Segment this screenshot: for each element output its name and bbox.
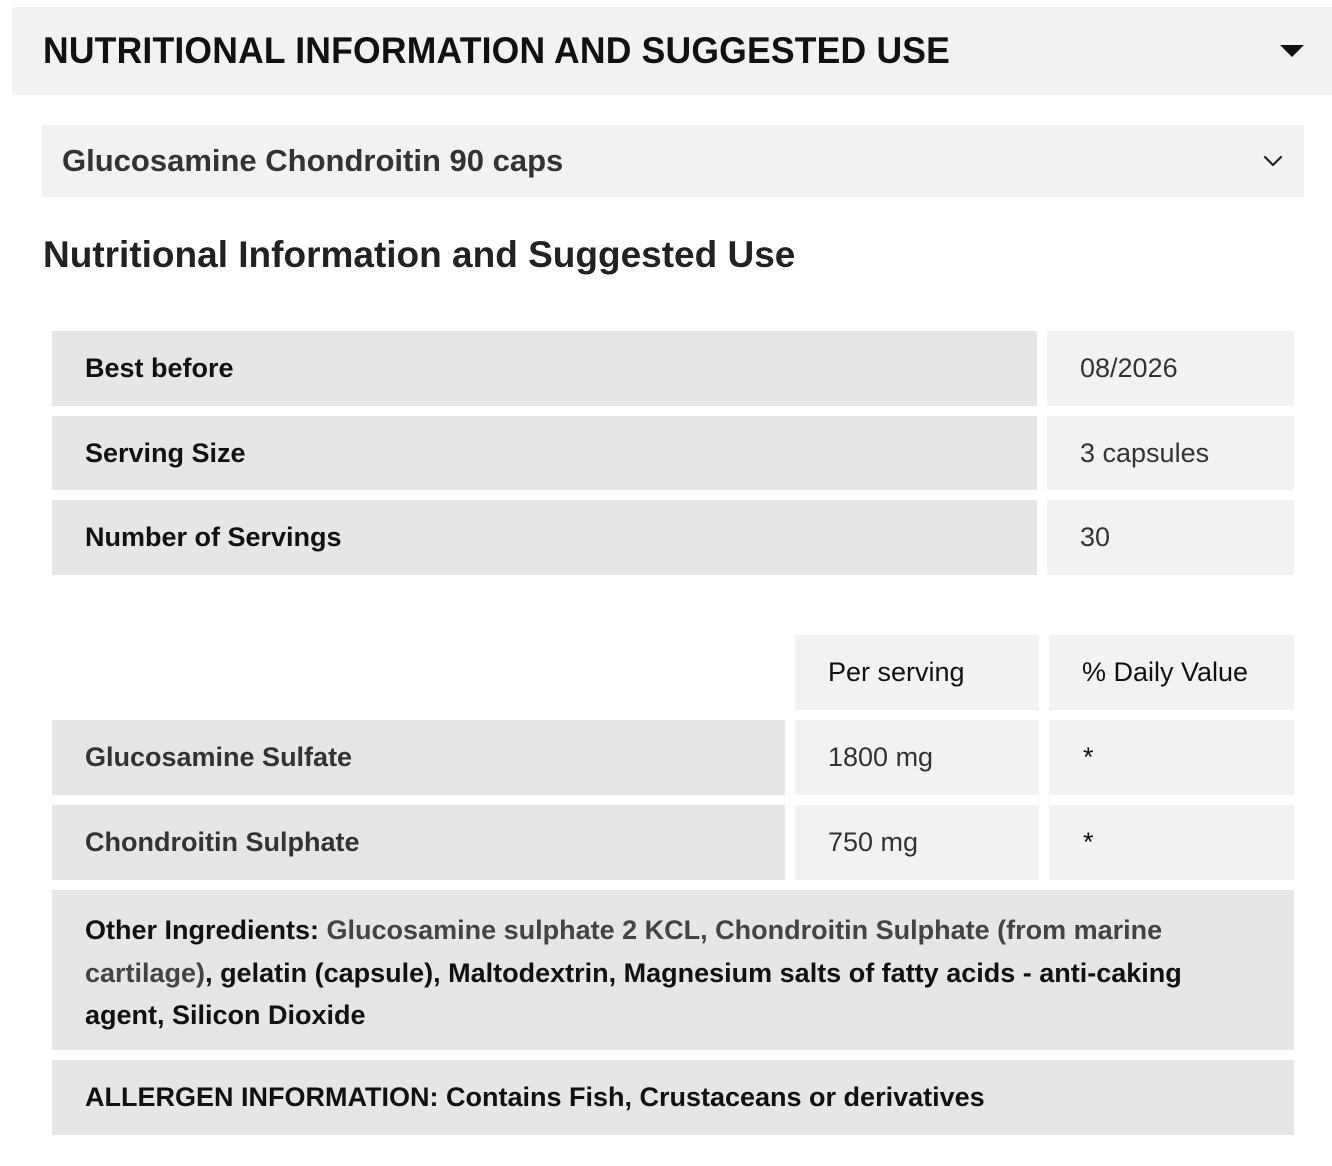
info-value-number-of-servings: 30 bbox=[1047, 500, 1294, 575]
nutrient-dv-chondroitin: * bbox=[1049, 805, 1294, 880]
other-ingredients bbox=[52, 890, 1294, 1050]
info-label-serving-size: Serving Size bbox=[52, 416, 1037, 490]
nutrient-name-glucosamine: Glucosamine Sulfate bbox=[52, 720, 785, 795]
header-per-serving: Per serving bbox=[795, 635, 1039, 710]
other-ingredients-label: Other Ingredients: bbox=[85, 915, 320, 945]
nutrient-name-chondroitin: Chondroitin Sulphate bbox=[52, 805, 785, 880]
info-value-serving-size: 3 capsules bbox=[1047, 416, 1294, 490]
nutrient-dv-glucosamine: * bbox=[1049, 720, 1294, 795]
info-label-number-of-servings: Number of Servings bbox=[52, 500, 1037, 575]
nutrient-amount-glucosamine: 1800 mg bbox=[795, 720, 1039, 795]
section-title: Nutritional Information and Suggested Use bbox=[43, 234, 796, 275]
info-value-best-before: 08/2026 bbox=[1047, 331, 1294, 406]
nutrient-amount-chondroitin: 750 mg bbox=[795, 805, 1039, 880]
caret-down-icon[interactable] bbox=[1280, 45, 1304, 57]
chevron-down-icon bbox=[1262, 150, 1284, 172]
other-ingredients-rest: , gelatin (capsule), Maltodextrin, Magnesium salts of fatty acids - anti-caking agent, Silicon Dioxide bbox=[85, 957, 1182, 1030]
nutrition-accordion-header[interactable] bbox=[12, 7, 1332, 95]
header-daily-value: % Daily Value bbox=[1049, 635, 1294, 710]
accordion-title: NUTRITIONAL INFORMATION AND SUGGESTED USE bbox=[43, 30, 951, 71]
product-variant-select[interactable] bbox=[42, 125, 1304, 197]
other-ingredients-highlighted: Glucosamine sulphate 2 KCL, Chondroitin Sulphate (from marine cartilage) bbox=[85, 915, 1163, 988]
product-variant-label: Glucosamine Chondroitin 90 caps bbox=[62, 143, 564, 178]
info-label-best-before: Best before bbox=[52, 331, 1037, 406]
allergen-information: ALLERGEN INFORMATION: Contains Fish, Crustaceans or derivatives bbox=[52, 1060, 1294, 1135]
